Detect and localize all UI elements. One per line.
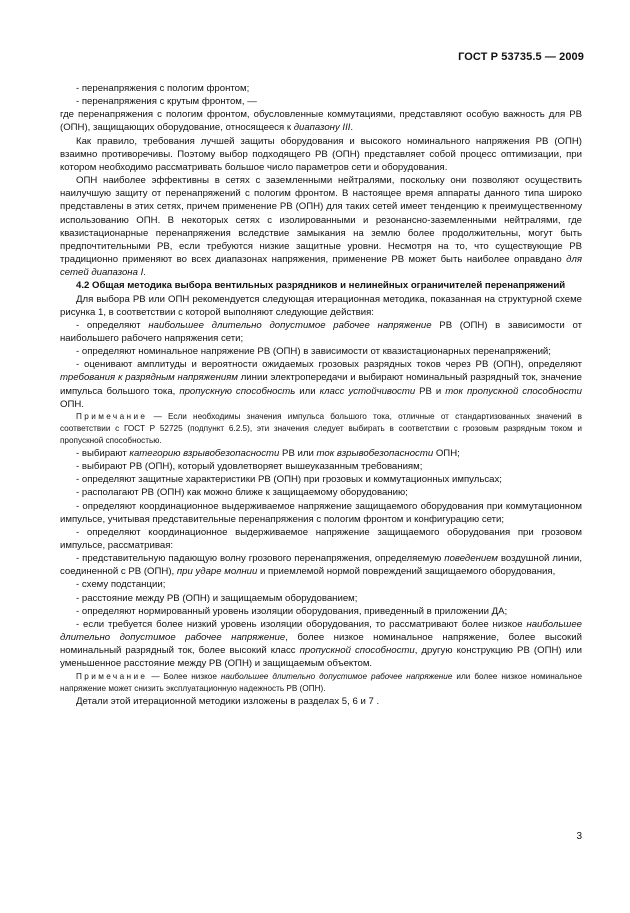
list-item: - если требуется более низкий уровень изоляции оборудования, то рассматривают более низкое наибольшее длительно допустимое рабочее напряжение, более низкое номинальное напряжение, более высокий номинальный разрядный ток, более высокий класс пропускной способности, другую конструкцию РВ (ОПН) или уменьшенное расстояние между РВ (ОПН) и защищаемым объектом. [60,618,582,670]
list-item: - перенапряжения с пологим фронтом; [76,83,250,94]
note: Примечание — Если необходимы значения импульса большого тока, отличные от стандартизованных значений в соответствии с ГОСТ Р 52725 (подпункт 6.2.5), эти значения следует выбирать в соответствии с грозовым разрядным током и пропускной способностью. [60,411,582,445]
list-item: - определяют наибольшее длительно допустимое рабочее напряжение РВ (ОПН) в зависимости от наибольшего рабочего напряжения сети; [60,319,583,344]
list-item: - располагают РВ (ОПН) как можно ближе к защищаемому оборудованию; [76,487,408,499]
list-item: - оценивают амплитуды и вероятности ожидаемых грозовых разрядных токов через РВ (ОПН), определяют требования к разрядным напряжениям линии электропередачи и выбирают номинальный разрядный ток, значение импульса большого тока, пропускную способность или класс устойчивости РВ и ток пропускной способности ОПН. [60,359,582,410]
list-item: - расстояние между РВ (ОПН) и защищаемым оборудованием; [76,592,358,604]
paragraph: Детали этой итерационной методики изложены в разделах 5, 6 и 7 . [76,695,380,707]
paragraph: Как правило, требования лучшей защиты оборудования и высокого номинального напряжения РВ (ОПН) взаимно противоречивы. Поэтому выбор подходящего РВ (ОПН) представляет собой процесс оптимизации, при котором необходимо рассматривать большое число параметров сети и оборудования. [60,135,582,173]
paragraph: Для выбора РВ или ОПН рекомендуется следующая итерационная методика, показанная на структурной схеме рисунка 1, в соответствии с которой выполняют следующие действия: [60,293,582,318]
section-heading: 4.2 Общая методика выбора вентильных разрядников и нелинейных ограничителей перенапряжений [76,280,566,292]
page-number: 3 [576,831,582,842]
list-item: - перенапряжения с крутым фронтом, — [76,96,257,108]
list-item: - определяют координационное выдерживаемое напряжение защищаемого оборудования при грозовом импульсе, рассматривая: [60,526,582,551]
document-body [60,82,582,708]
list-item: - выбирают РВ (ОПН), который удовлетворяет вышеуказанным требованиям; [76,461,423,473]
list-item: - представительную падающую волну грозового перенапряжения, определяемую поведением воздушной линии, соединенной с РВ (ОПН), при ударе молнии и приемлемой нормой повреждений защищаемого оборудования, [60,553,582,578]
list-item: - определяют координационное выдерживаемое напряжение защищаемого оборудования при коммутационном импульсе, учитывая представительные перенапряжения с пологим фронтом и конфигурацию сети; [60,500,582,525]
list-item: - определяют защитные характеристики РВ (ОПН) при грозовых и коммутационных импульсах; [76,474,502,486]
list-item: - определяют номинальное напряжение РВ (ОПН) в зависимости от квазистационарных перенапряжений; [76,346,551,358]
list-item: - выбирают категорию взрывобезопасности РВ или ток взрывобезопасности ОПН; [76,447,460,459]
list-item: - схему подстанции; [76,579,166,591]
paragraph: ОПН наиболее эффективны в сетях с заземленными нейтралями, поскольку они позволяют осуществить наилучшую защиту от перенапряжений с пологим фронтом. В настоящее время аппараты данного типа широко представлены в этих сетях, причем применение РВ (ОПН) для таких сетей имеет тенденцию к преимущественному использованию ОПН. В некоторых сетях с изолированными и резонансно-заземленными нейтралями, где квазистационарные перенапряжения вследствие замыкания на землю более продолжительны, могут быть предпочтительными РВ, если требуются низкие защитные уровни. Несмотря на то, что существующие РВ традиционно применяют во всех диапазонах напряжения, применение РВ может быть наиболее оправдано для сетей диапазона I. [60,175,582,279]
document-code: ГОСТ Р 53735.5 — 2009 [458,51,584,63]
note: Примечание — Более низкое наибольшее длительно допустимое рабочее напряжение или более низкое номинальное напряжение может снизить эксплуатационную надежность РВ (ОПН). [60,671,582,693]
list-item: - определяют нормированный уровень изоляции оборудования, приведенный в приложении ДА; [76,605,508,617]
paragraph: где перенапряжения с пологим фронтом, обусловленные коммутациями, представляют особую важность для РВ (ОПН), защищающих оборудование, относящееся к диапазону III. [60,109,582,134]
